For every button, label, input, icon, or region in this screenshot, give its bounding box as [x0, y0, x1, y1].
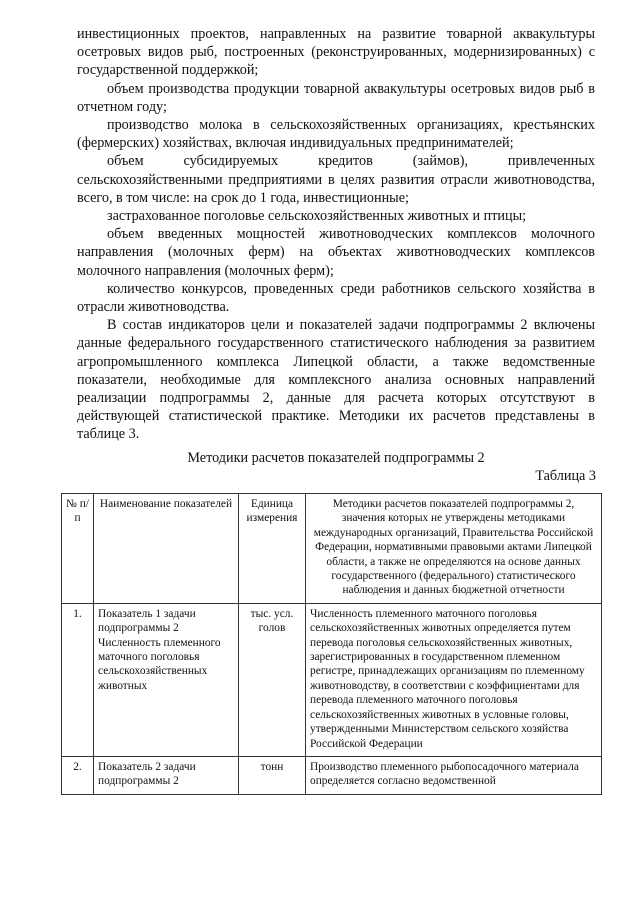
row-name: Показатель 1 задачи подпрограммы 2 Численность племенного маточного поголовья сельскохозяйственных животных: [94, 603, 239, 756]
paragraph: инвестиционных проектов, направленных на развитие товарной аквакультуры осетровых видов рыб, построенных (реконструированных, модернизированных) с государственной поддержкой;: [77, 26, 595, 79]
row-method: Производство племенного рыбопосадочного материала определяется согласно ведомственной: [306, 756, 602, 794]
row-unit: тыс. усл. голов: [239, 603, 306, 756]
row-method: Численность племенного маточного поголовья сельскохозяйственных животных определяется путем перевода поголовья сельскохозяйственных животных, зарегистрированных в государственном племенном регистре, принадлежащих организациям по племенному животноводству, в соответствии с коэффициентами для перевода племенного маточного поголовья сельскохозяйственных животных в условные головы, утвержденными Министерством сельского хозяйства Российской Федерации: [306, 603, 602, 756]
header-name: Наименование показателей: [94, 494, 239, 604]
methods-table: [61, 493, 602, 795]
paragraph: количество конкурсов, проведенных среди работников сельского хозяйства в отрасли животноводства.: [77, 280, 595, 316]
table-label: Таблица 3: [535, 468, 596, 484]
table-header-row: [62, 494, 602, 604]
paragraph: объем производства продукции товарной аквакультуры осетровых видов рыб в отчетном году;: [77, 80, 595, 115]
table-row: [62, 756, 602, 794]
table-title: Методики расчетов показателей подпрограммы 2: [187, 450, 485, 466]
body-text: [77, 25, 595, 444]
row-name: Показатель 2 задачи подпрограммы 2: [94, 756, 239, 794]
paragraph: объем субсидируемых кредитов (займов), привлеченных сельскохозяйственными предприятиями в целях развития отрасли животноводства, всего, в том числе: на срок до 1 года, инвестиционные;: [77, 153, 595, 206]
row-num: 1.: [62, 603, 94, 756]
row-num: 2.: [62, 756, 94, 794]
table-row: [62, 603, 602, 756]
header-method: Методики расчетов показателей подпрограммы 2, значения которых не утверждены методиками международных организаций, Правительства Российской Федерации, нормативными правовыми актами Липецкой области, а также не определяются на основе данных государственного (федерального) статистического наблюдения и данных бюджетной отчетности: [306, 494, 602, 604]
paragraph: застрахованное поголовье сельскохозяйственных животных и птицы;: [107, 208, 527, 225]
paragraph: В состав индикаторов цели и показателей задачи подпрограммы 2 включены данные федерального государственного статистического наблюдения за развитием агропромышленного комплекса Липецкой области, а также ведомственные показатели, необходимые для комплексного анализа основных направлений реализации подпрограммы 2, данные для расчета которых отсутствуют в действующей статистической практике. Методики их расчетов представлены в таблице 3.: [77, 317, 595, 443]
row-unit: тонн: [239, 756, 306, 794]
header-num: № п/п: [62, 494, 94, 604]
paragraph: производство молока в сельскохозяйственных организациях, крестьянских (фермерских) хозяйствах, включая индивидуальных предпринимателей;: [77, 117, 595, 152]
header-unit: Единица измерения: [239, 494, 306, 604]
paragraph: объем введенных мощностей животноводческих комплексов молочного направления (молочных ферм) на объектах животноводческих комплексов молочного направления (молочных ферм);: [77, 226, 595, 279]
